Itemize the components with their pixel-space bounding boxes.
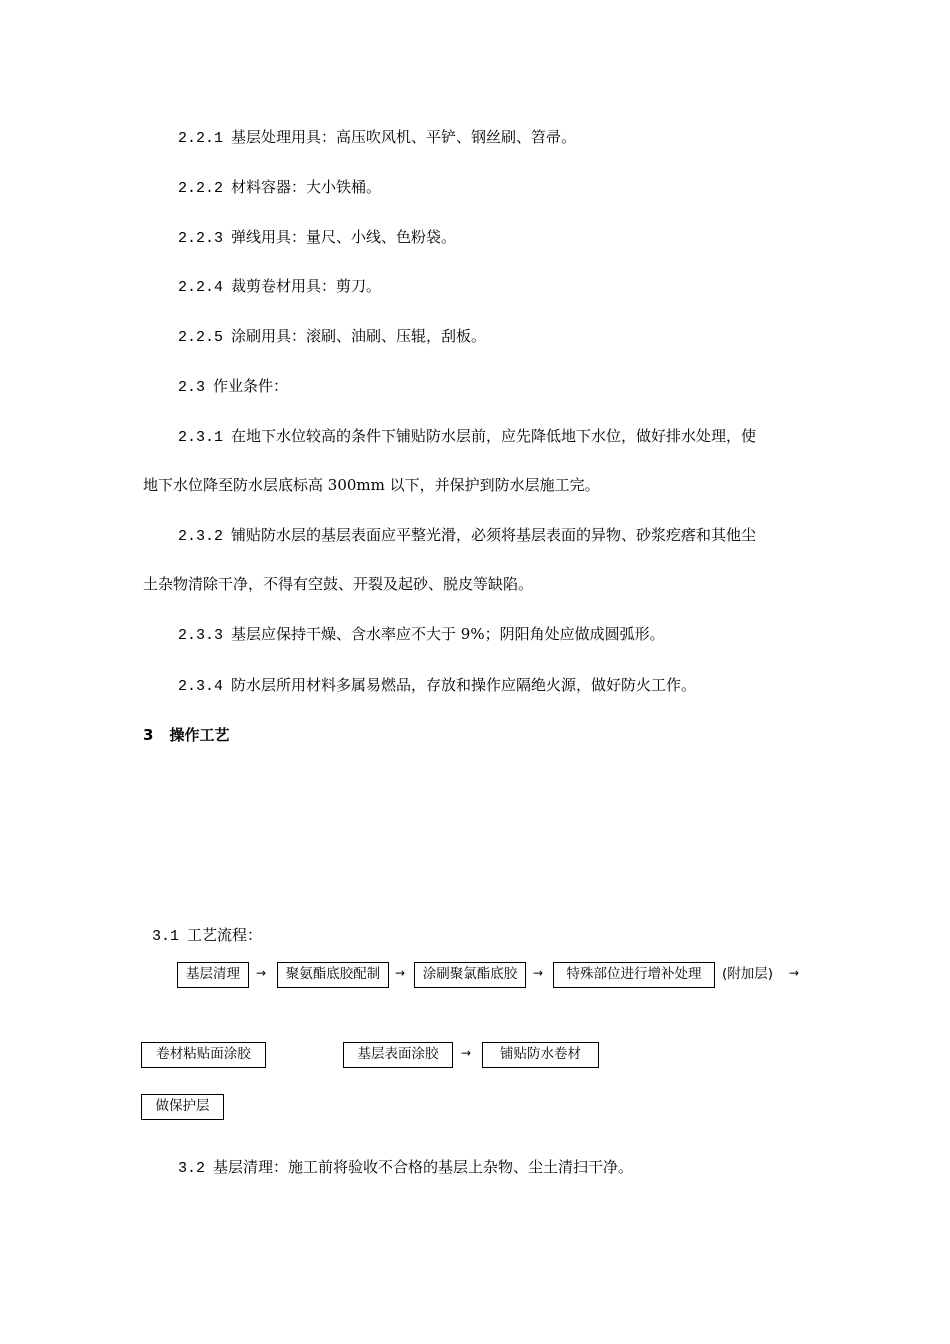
- section-text: 弹线用具：量尺、小线、色粉袋。: [231, 228, 457, 246]
- section-3-2: [178, 1157, 633, 1179]
- section-2-3-1-line2: 地下水位降至防水层底标高 300mm 以下，并保护到防水层施工完。: [143, 476, 600, 494]
- arrow-icon: →: [533, 966, 544, 980]
- section-number: 2.3: [178, 379, 206, 396]
- section-text: 裁剪卷材用具：剪刀。: [231, 277, 382, 295]
- section-2-3-2-line1: [178, 525, 756, 547]
- section-2-2-5: [178, 326, 486, 348]
- arrow-icon: →: [395, 966, 406, 980]
- section-text: 基层清理：施工前将验收不合格的基层上杂物、尘土清扫干净。: [213, 1158, 634, 1176]
- flow-step-primer-mixing: 聚氨酯底胶配制: [277, 962, 389, 988]
- section-2-2-4: [178, 276, 381, 298]
- flow-step-base-glue: 基层表面涂胶: [343, 1042, 453, 1068]
- section-2-2-3: [178, 227, 456, 249]
- section-2-3: [178, 376, 288, 398]
- section-3-heading: [143, 725, 229, 745]
- section-title: 操作工艺: [169, 726, 230, 744]
- section-number: 2.3.3: [178, 627, 224, 644]
- section-text: 材料容器：大小铁桶。: [231, 178, 382, 196]
- flow-step-special-reinforcement: 特殊部位进行增补处理: [553, 962, 715, 988]
- arrow-icon: →: [256, 966, 267, 980]
- section-number: 3.1: [152, 928, 180, 945]
- section-text: 在地下水位较高的条件下铺贴防水层前，应先降低地下水位，做好排水处理，使: [231, 427, 757, 445]
- section-2-3-3: [178, 624, 665, 646]
- section-number: 2.2.2: [178, 180, 224, 197]
- section-number: 2.2.4: [178, 279, 224, 296]
- section-number: 2.3.4: [178, 678, 224, 695]
- section-2-3-2-line2: 土杂物清除干净，不得有空鼓、开裂及起砂、脱皮等缺陷。: [143, 575, 534, 593]
- flow-step-primer-brushing: 涂刷聚氯酯底胶: [414, 962, 526, 988]
- section-2-3-4: [178, 675, 696, 697]
- section-text: 防水层所用材料多属易燃品，存放和操作应隔绝火源，做好防火工作。: [231, 676, 697, 694]
- section-3-1: [152, 925, 262, 947]
- section-text: 作业条件：: [213, 377, 289, 395]
- flow-note-additional-layer: (附加层): [722, 966, 774, 982]
- section-text: 铺贴防水层的基层表面应平整光滑，必须将基层表面的异物、砂浆疙瘩和其他尘: [231, 526, 757, 544]
- section-number: 2.2.3: [178, 230, 224, 247]
- section-number: 2.3.2: [178, 528, 224, 545]
- section-number: 2.2.1: [178, 130, 224, 147]
- section-2-3-1-line1: [178, 426, 756, 448]
- flow-step-lay-membrane: 铺贴防水卷材: [482, 1042, 599, 1068]
- section-text: 涂刷用具：滚刷、油刷、压辊，刮板。: [231, 327, 487, 345]
- arrow-icon: →: [789, 966, 800, 980]
- flow-step-protective-layer: 做保护层: [141, 1094, 224, 1120]
- flow-step-base-cleaning: 基层清理: [177, 962, 249, 988]
- section-text: 基层应保持干燥、含水率应不大于 9%；阴阳角处应做成圆弧形。: [231, 625, 665, 643]
- flow-step-membrane-glue: 卷材粘贴面涂胶: [141, 1042, 266, 1068]
- section-number: 2.3.1: [178, 429, 224, 446]
- section-text: 工艺流程：: [187, 926, 263, 944]
- section-number: 2.2.5: [178, 329, 224, 346]
- section-number: 3: [143, 726, 154, 744]
- arrow-icon: →: [461, 1046, 472, 1060]
- section-2-2-2: [178, 177, 381, 199]
- section-2-2-1: [178, 127, 576, 149]
- section-text: 基层处理用具：高压吹风机、平铲、钢丝刷、笤帚。: [231, 128, 577, 146]
- section-number: 3.2: [178, 1160, 206, 1177]
